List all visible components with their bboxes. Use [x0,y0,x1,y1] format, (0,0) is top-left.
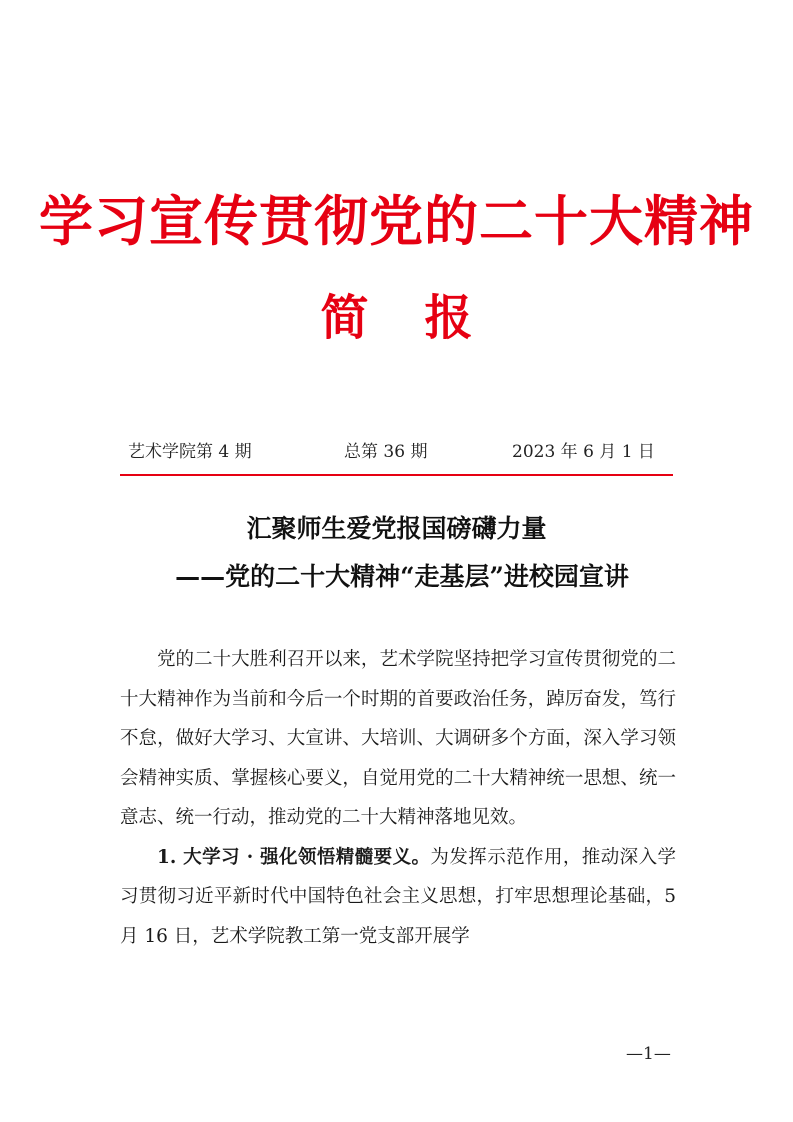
article-title: 汇聚师生爱党报国磅礴力量 [246,514,547,543]
red-divider-line [120,474,673,476]
issue-number: 艺术学院第 4 期 [128,442,252,462]
total-issue-number: 总第 36 期 [344,442,428,462]
section-text-1: 为发挥示范作用，推动深入学习贯彻习近平新时代中国特色社会主义思想，打牢思想理论基础，5 月 16 日，艺术学院教工第一党支部开展学 [120,846,676,947]
section-heading-1: 1. 大学习 · 强化领悟精髓要义。 [157,846,431,868]
article-body [120,640,676,956]
issue-date: 2023 年 6 月 1 日 [512,442,655,462]
masthead-subtitle-char-2: 报 [424,290,473,346]
article-subtitle: ——党的二十大精神“走基层”进校园宣讲 [175,562,629,591]
masthead-title: 学习宣传贯彻党的二十大精神 [39,189,754,253]
article-paragraph-2 [120,838,676,957]
masthead-subtitle [0,286,793,350]
masthead-subtitle-char-1: 简 [320,290,369,346]
page-number: —1— [626,1044,671,1064]
article-paragraph-1: 党的二十大胜利召开以来，艺术学院坚持把学习宣传贯彻党的二十大精神作为当前和今后一个时期的首要政治任务，踔厉奋发，笃行不怠，做好大学习、大宣讲、大培训、大调研多个方面，深入学习领会精神实质、掌握核心要义，自觉用党的二十大精神统一思想、统一意志、统一行动，推动党的二十大精神落地见效。 [120,649,676,828]
